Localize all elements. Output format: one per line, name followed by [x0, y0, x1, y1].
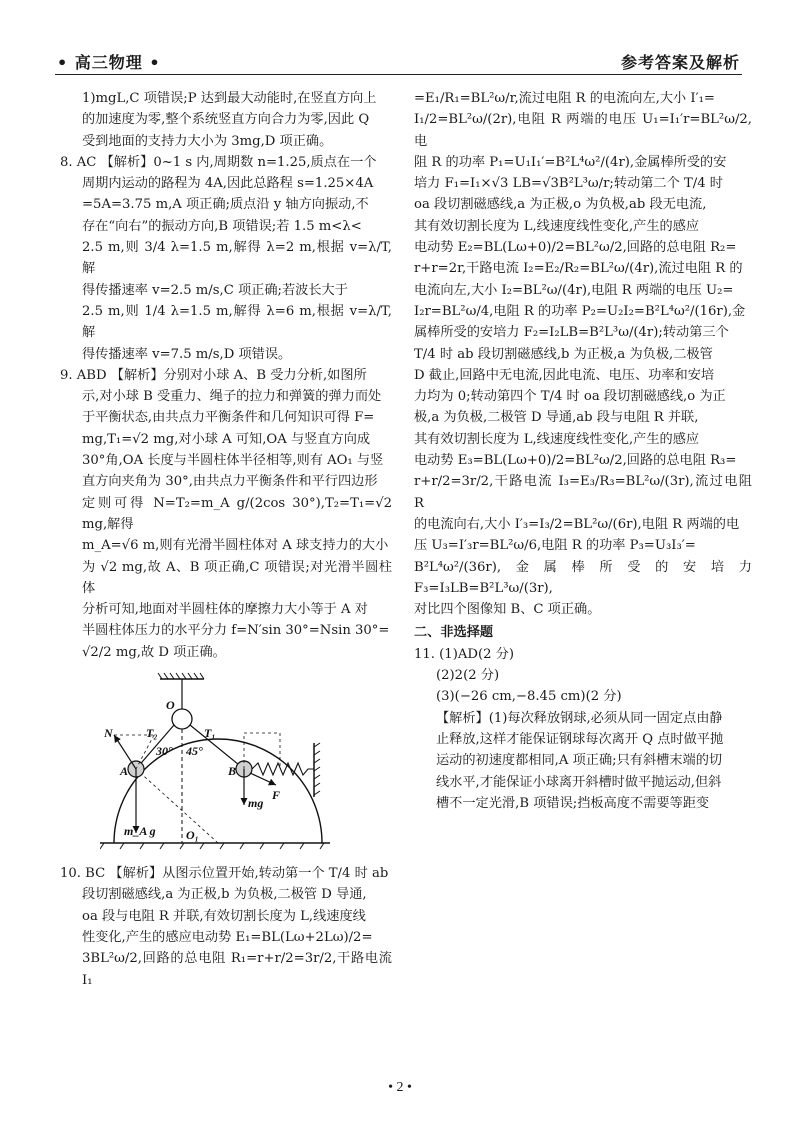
text-line: 直方向夹角为 30°,由共点力平衡条件和平行四边形	[82, 474, 378, 490]
text-line: 线水平,才能保证小球离开斜槽时做平抛运动,但斜	[436, 774, 722, 790]
label-o1: O₁	[186, 828, 199, 843]
text-line: T/4 时 ab 段切割磁感线,b 为正极,a 为负极,二极管	[414, 346, 713, 362]
label-t2: T₂	[146, 726, 158, 741]
text-line: 得传播速率 v=7.5 m/s,D 项错误。	[82, 346, 292, 362]
text-line: 性变化,产生的感应电动势 E₁=BL(Lω+2Lω)/2=	[82, 929, 373, 945]
text-line: 于平衡状态,由共点力平衡条件和几何知识可得 F=	[82, 410, 375, 426]
text-line: 存在“向右”的振动方向,B 项错误;若 1.5 m<λ<	[82, 218, 362, 234]
text-line: I₂r=BL²ω/4,电阻 R 的功率 P₂=U₂I₂=B²L⁴ω²/(16r),金	[414, 303, 746, 319]
question-11-block	[414, 644, 752, 814]
label-t1: T₁	[204, 726, 216, 741]
text-line: 电动势 E₃=BL(Lω+0)/2=BL²ω/2,回路的总电阻 R₃=	[414, 453, 737, 469]
text-line: 的电流向右,大小 I′₃=I₃/2=BL²ω/(6r),电阻 R 两端的电	[414, 516, 740, 532]
text-line: r+r=2r,干路电流 I₂=E₂/R₂=BL²ω/(4r),流过电阻 R 的	[414, 261, 743, 277]
text-line: 其有效切割长度为 L,线速度线性变化,产生的感应	[414, 431, 700, 447]
text-line: mg,T₁=√2 mg,对小球 A 可知,OA 与竖直方向成	[82, 431, 371, 447]
text-line: B²L⁴ω²/(36r),金属棒所受的安培力 F₃=I₃LB=B²L³ω/(3r),	[414, 559, 752, 596]
text-line: (3)(−26 cm,−8.45 cm)(2 分)	[436, 689, 622, 705]
text-line: 2.5 m,则 3/4 λ=1.5 m,解得 λ=2 m,根据 v=λ/T,解	[82, 240, 392, 277]
text-line: 10. BC 【解析】从图示位置开始,转动第一个 T/4 时 ab	[60, 866, 389, 882]
text-line: oa 段与电阻 R 并联,有效切割长度为 L,线速度线	[82, 908, 366, 924]
label-f: F	[272, 788, 281, 803]
text-line: 压 U₃=I′₃r=BL²ω/6,电阻 R 的功率 P₃=U₃I₃′=	[414, 538, 696, 554]
label-angle-45: 45°	[186, 744, 203, 759]
text-line: 示,对小球 B 受重力、绳子的拉力和弹簧的弹力而处	[82, 389, 382, 405]
text-line: 其有效切割长度为 L,线速度线性变化,产生的感应	[414, 218, 700, 234]
text-line: r+r/2=3r/2,干路电流 I₃=E₃/R₃=BL²ω/(3r),流过电阻 R	[414, 474, 752, 511]
left-text-block-2	[60, 863, 392, 991]
label-angle-30: 30°	[156, 744, 173, 759]
text-line: 电动势 E₂=BL(Lω+0)/2=BL²ω/2,回路的总电阻 R₂=	[414, 240, 737, 256]
text-line: 3BL²ω/2,回路的总电阻 R₁=r+r/2=3r/2,干路电流 I₁	[82, 951, 392, 988]
right-column	[414, 88, 752, 814]
text-line: 属棒所受的安培力 F₂=I₂LB=B²L³ω/(4r);转动第三个	[414, 325, 729, 341]
text-line: 周期内运动的路程为 4A,因此总路程 s=1.25×4A	[82, 176, 374, 192]
section-title: 参考答案及解析	[620, 53, 740, 72]
text-line: 的加速度为零,整个系统竖直方向合力为零,因此 Q	[82, 112, 370, 128]
text-line: 为 √2 mg,故 A、B 项正确,C 项错误;对光滑半圆柱体	[82, 559, 392, 596]
text-line: 极,a 为负极,二极管 D 导通,ab 段与电阻 R 并联,	[414, 410, 699, 426]
text-line: 力均为 0;转动第四个 T/4 时 oa 段切割磁感线,o 为正	[414, 389, 726, 405]
text-line: 30°角,OA 长度与半圆柱体半径相等,则有 AO₁ 与竖	[82, 453, 384, 469]
text-line: 段切割磁感线,a 为正极,b 为负极,二极管 D 导通,	[82, 887, 367, 903]
text-line: 2.5 m,则 1/4 λ=1.5 m,解得 λ=6 m,根据 v=λ/T,解	[82, 303, 392, 341]
text-line: 9. ABD 【解析】分别对小球 A、B 受力分析,如图所	[60, 367, 367, 383]
force-diagram-svg	[100, 671, 370, 857]
text-line: m_A=√6 m,则有光滑半圆柱体对 A 球支持力的大小	[82, 538, 389, 554]
subject-title: • 高三物理 •	[57, 53, 161, 72]
text-line: 【解析】(1)每次释放钢球,必须从同一固定点由静	[436, 710, 723, 726]
text-line: 受到地面的支持力大小为 3mg,D 项正确。	[82, 133, 333, 149]
text-line: oa 段切割磁感线,a 为正极,o 为负极,ab 段无电流,	[414, 197, 707, 213]
text-line: I₁/2=BL²ω/(2r),电阻 R 两端的电压 U₁=I₁′r=BL²ω/2,电	[414, 112, 752, 149]
label-b: B	[228, 764, 237, 779]
text-line: 对比四个图像知 B、C 项正确。	[414, 602, 601, 618]
text-line: 止释放,这样才能保证钢球每次离开 Q 点时做平抛	[436, 731, 724, 747]
text-line: √2/2 mg,故 D 项正确。	[82, 644, 226, 660]
text-line: 8. AC 【解析】0~1 s 内,周期数 n=1.25,质点在一个	[60, 154, 377, 170]
text-line: 运动的初速度都相同,A 项正确;只有斜槽末端的切	[436, 753, 723, 769]
text-line: 得传播速率 v=2.5 m/s,C 项正确;若波长大于	[82, 282, 348, 298]
text-line: =5A=3.75 m,A 项正确;质点沿 y 轴方向振动,不	[82, 197, 369, 213]
text-line: 电流向左,大小 I₂=BL²ω/(4r),电阻 R 两端的电压 U₂=	[414, 282, 734, 298]
left-text-block	[60, 88, 392, 663]
text-line: 分析可知,地面对半圆柱体的摩擦力大小等于 A 对	[82, 602, 368, 618]
physics-diagram	[60, 671, 392, 859]
text-line: 阻 R 的功率 P₁=U₁I₁′=B²L⁴ω²/(4r),金属棒所受的安	[414, 154, 727, 170]
page-number: • 2 •	[388, 1080, 412, 1095]
page-header	[55, 48, 742, 75]
text-line: =E₁/R₁=BL²ω/r,流过电阻 R 的电流向左,大小 I′₁=	[414, 91, 715, 106]
text-line: 定则可得 N=T₂=m_A g/(2cos 30°),T₂=T₁=√2 mg,解得	[82, 495, 392, 532]
left-column	[60, 88, 392, 991]
right-text-block	[414, 88, 752, 620]
text-line: 培力 F₁=I₁×√3 LB=√3B²L³ω/r;转动第二个 T/4 时	[414, 176, 723, 192]
text-line: 槽不一定光滑,B 项错误;挡板高度不需要等距变	[436, 795, 710, 811]
text-line: 1)mgL,C 项错误;P 达到最大动能时,在竖直方向上	[82, 91, 377, 106]
label-mg: mg	[248, 796, 264, 811]
label-n: N	[104, 726, 113, 741]
text-line: (2)2(2 分)	[436, 668, 500, 684]
label-mag: m_A g	[124, 824, 156, 839]
section-heading: 二、非选择题	[414, 625, 494, 641]
text-line: D 截止,回路中无电流,因此电流、电压、功率和安培	[414, 367, 715, 383]
text-line: 半圆柱体压力的水平分力 f=N′sin 30°=Nsin 30°=	[82, 623, 390, 639]
label-o: O	[166, 698, 175, 713]
text-line: 11. (1)AD(2 分)	[414, 646, 515, 662]
label-a: A	[120, 764, 129, 779]
